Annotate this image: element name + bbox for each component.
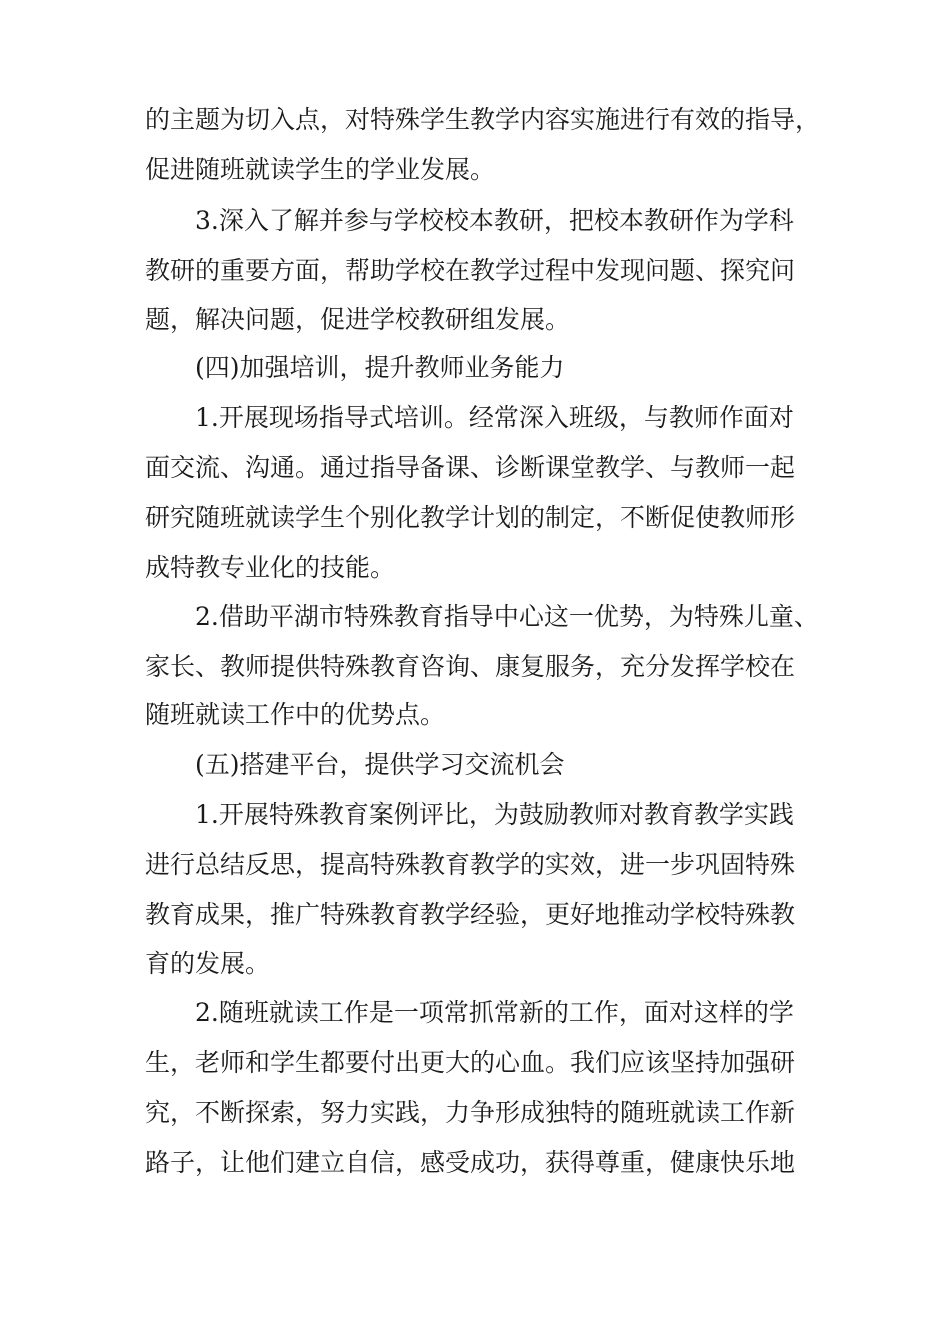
section-heading: (五)搭建平台，提供学习交流机会 <box>195 750 565 779</box>
text-line: 的主题为切入点，对特殊学生教学内容实施进行有效的指导， <box>145 105 821 134</box>
text-line: 随班就读工作中的优势点。 <box>145 700 446 729</box>
text-line: 教研的重要方面，帮助学校在教学过程中发现问题、探究问 <box>145 256 796 285</box>
text-line: 路子，让他们建立自信，感受成功，获得尊重，健康快乐地 <box>145 1148 796 1177</box>
text-line: 面交流、沟通。通过指导备课、诊断课堂教学、与教师一起 <box>145 453 796 482</box>
text-line: 促进随班就读学生的学业发展。 <box>145 155 496 184</box>
text-line: 3.深入了解并参与学校校本教研，把校本教研作为学科 <box>195 206 794 235</box>
text-line: 2.随班就读工作是一项常抓常新的工作，面对这样的学 <box>195 998 794 1027</box>
text-line: 题，解决问题，促进学校教研组发展。 <box>145 305 571 334</box>
section-heading: (四)加强培训，提升教师业务能力 <box>195 353 565 382</box>
text-line: 1.开展特殊教育案例评比，为鼓励教师对教育教学实践 <box>195 800 794 829</box>
text-line: 生，老师和学生都要付出更大的心血。我们应该坚持加强研 <box>145 1048 796 1077</box>
text-line: 育的发展。 <box>145 949 271 978</box>
text-line: 家长、教师提供特殊教育咨询、康复服务，充分发挥学校在 <box>145 652 796 681</box>
text-line: 教育成果，推广特殊教育教学经验，更好地推动学校特殊教 <box>145 900 796 929</box>
text-line: 成特教专业化的技能。 <box>145 553 396 582</box>
text-line: 进行总结反思，提高特殊教育教学的实效，进一步巩固特殊 <box>145 850 796 879</box>
text-line: 1.开展现场指导式培训。经常深入班级，与教师作面对 <box>195 403 794 432</box>
text-line: 研究随班就读学生个别化教学计划的制定，不断促使教师形 <box>145 503 796 532</box>
text-line: 2.借助平湖市特殊教育指导中心这一优势，为特殊儿童、 <box>195 602 819 631</box>
text-line: 究，不断探索，努力实践，力争形成独特的随班就读工作新 <box>145 1098 796 1127</box>
